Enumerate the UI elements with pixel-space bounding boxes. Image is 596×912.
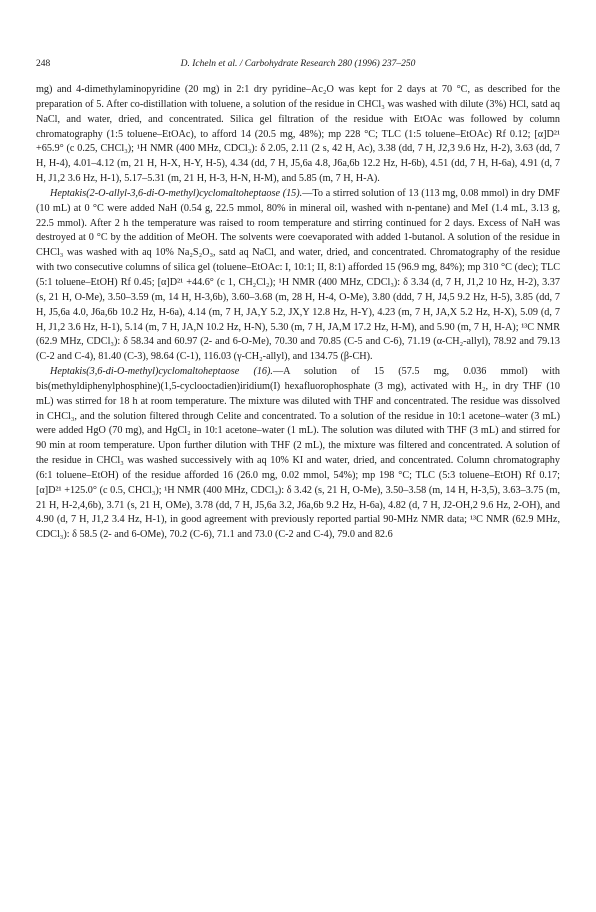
paragraph-text: —To a stirred solution of 13 (113 mg, 0.08 mmol) in dry DMF (10 mL) at 0 °C were added NaH (0.54 g, 22.5 mmol, 80% in mineral oil, washed with n-pentane) and MeI (1.4 mL, 3.13 g, 22.5 mmol). After 2 h the temperature was raised to room temperature and stirring continued for 2 days. Excess of NaH was destroyed at 0 °C by the addition of MeOH. The solvents were coevaporated with added 1-butanol. A solution of the residue in CHCl₃ was washed with aq 10% Na₂S₂O₃, satd aq NaCl, and water, dried, and concentrated. Chromatography of the residue with two consecutive columns of silica gel (toluene–EtOAc: I, 10:1; II, 8:1) afforded 15 (96.9 mg, 84%); mp 310 °C (dec); TLC (5:1 toluene–EtOH) Rf 0.45; [α]D²¹ +44.6° (c 1, CH₂Cl₂); ¹H NMR (400 MHz, CDCl₃): δ 3.34 (d, 7 H, J1,2 10 Hz, H-2), 3.37 (s, 21 H, O-Me), 3.50–3.59 (m, 14 H, H-3,6b), 3.60–3.68 (m, 28 H, H-4, O-Me), 3.80 (ddd, 7 H, J4,5 9.2 Hz, H-5), 3.85 (dd, 7 H, J5,6a 4.0, J6a,6b 10.2 Hz, H-6a), 4.14 (m, 7 H, JA,Y 5.2, JX,Y 12.8 Hz, H-Y), 4.23 (m, 7 H, JA,X 5.2 Hz, H-X), 5.09 (d, 7 H, J1,2 3.6 Hz, H-1), 5.14 (m, 7 H, JA,N 10.2 Hz, H-N), 5.30 (m, 7 H, JA,M 17.2 Hz, H-M), and 5.90 (m, 7 H, H-A); ¹³C NMR (62.9 MHz, CDCl₃): δ 58.34 and 60.97 (2- and 6-O-Me), 70.30 and 70.85 (C-5 and C-6), 71.19 (α-CH₂-allyl), 78.92 and 79.13 (C-2 and C-4), 81.40 (C-3), 98.64 (C-1), 116.03 (γ-CH₂-allyl), and 134.75 (β-CH).	[36, 187, 560, 363]
paragraph-compound-15	[36, 187, 560, 365]
paragraph-heading: Heptakis(2-O-allyl-3,6-di-O-methyl)cyclomaltoheptaose (15).	[50, 187, 303, 199]
running-header	[36, 57, 560, 71]
paragraph-text: mg) and 4-dimethylaminopyridine (20 mg) in 2:1 dry pyridine–Ac₂O was kept for 2 days at 70 °C, as described for the preparation of 5. After co-distillation with toluene, a solution of the residue in CHCl₃ was washed with dilute (3%) HCl, satd aq NaCl, and water, dried, and concentrated. Silica gel filtration of the residue with EtOAc was followed by column chromatography (1:5 toluene–EtOAc), to afford 14 (20.5 mg, 48%); mp 228 °C; TLC (1:5 toluene–EtOAc) Rf 0.12; [α]D²¹ +65.9° (c 0.25, CHCl₃); ¹H NMR (400 MHz, CDCl₃): δ 2.05, 2.11 (2 s, 42 H, Ac), 3.38 (dd, 7 H, J2,3 9.6 Hz, H-2), 3.63 (dd, 7 H, H-4), 4.01–4.12 (m, 21 H, H-X, H-Y, H-5), 4.34 (dd, 7 H, J5,6a 4.8, J6a,6b 12.2 Hz, H-6b), 4.51 (dd, 7 H, H-6a), 4.91 (d, 7 H, J1,2 3.6 Hz, H-1), 5.17–5.31 (m, 21 H, H-3, H-N, H-M), and 5.85 (m, 7 H, H-A).	[36, 84, 560, 185]
paragraph-acetylation	[36, 83, 560, 187]
page-number: 248	[36, 59, 51, 69]
paragraph-heading: Heptakis(3,6-di-O-methyl)cyclomaltoheptaose (16).	[50, 366, 273, 378]
running-title: D. Icheln et al. / Carbohydrate Research 280 (1996) 237–250	[180, 59, 416, 69]
paragraph-compound-16	[36, 365, 560, 543]
paragraph-text: —A solution of 15 (57.5 mg, 0.036 mmol) with bis(methyldiphenylphosphine)(1,5-cyclooctadien)iridium(I) hexafluorophosphate (3 mg), activated with H₂, in dry THF (10 mL) was stirred for 18 h at room temperature. The mixture was diluted with THF and concentrated. The residue was dissolved in CHCl₃, and the solution filtered through Celite and concentrated. To a solution of the residue in 10:1 acetone–water (3 mL) were added HgO (70 mg), and HgCl₂ in 10:1 acetone–water (1 mL). The solution was diluted with THF (3 mL) and stirred for 90 min at room temperature. Upon further dilution with THF (2 mL), the mixture was filtered and concentrated. A solution of the residue in CHCl₃ was washed successively with aq 10% KI and water, dried, and concentrated. Column chromatography (6:1 toluene–EtOH) of the residue afforded 16 (26.0 mg, 0.02 mmol, 54%); mp 198 °C; TLC (5:3 toluene–EtOH) Rf 0.17; [α]D²¹ +125.0° (c 0.5, CHCl₃); ¹H NMR (400 MHz, CDCl₃): δ 3.42 (s, 21 H, O-Me), 3.50–3.58 (m, 14 H, H-3,5), 3.63–3.75 (m, 21 H, H-2,4,6b), 3.71 (s, 21 H, OMe), 3.78 (dd, 7 H, J5,6a 3.2, J6a,6b 9.2 Hz, H-6a), 4.82 (d, 7 H, J2-OH,2 9.6 Hz, 2-OH), and 4.90 (d, 7 H, J1,2 3.4 Hz, H-1), in good agreement with previously reported partial 90-MHz NMR data; ¹³C NMR (62.9 MHz, CDCl₃): δ 58.5 (2- and 6-OMe), 70.2 (C-6), 71.1 and 73.0 (C-2 and C-4), 79.0 and 82.6	[36, 366, 560, 541]
article-body	[36, 83, 560, 543]
